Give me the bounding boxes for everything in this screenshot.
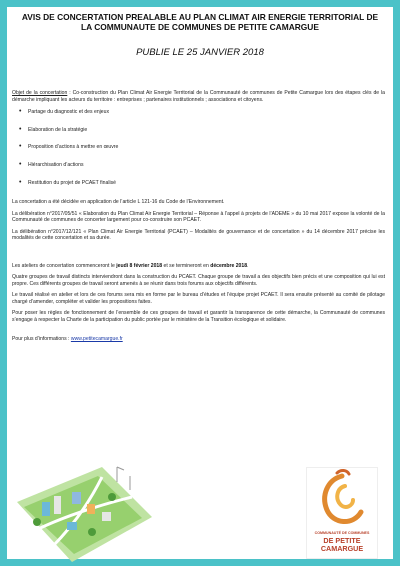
info-label: Pour plus d’informations : — [12, 336, 71, 343]
notice-body — [12, 90, 385, 343]
community-logo — [306, 467, 378, 559]
ateliers-text-b: et se termineront en — [162, 262, 211, 269]
logo-text-name — [307, 537, 377, 553]
deliberation-1-paragraph: La délibération n°2017/05/51 « Elaboration du Plan Climat Air Energie Territorial – Réponse à l’appel à projets de l’ADEME » du 10 mai 2017 expose la volonté de la Communauté de communes de concerter largement pour co-construire son PCAET. — [12, 210, 385, 224]
deliberation-2-paragraph: La délibération n°2017/12/121 « Plan Climat Air Energie Territorial (PCAET) – Modalités de gouvernance et de concertation » du 14 décembre 2017 précise les modalités de cette concertation et sa durée. — [12, 228, 385, 242]
logo-text-line1: COMMUNAUTÉ DE COMMUNES — [314, 531, 370, 535]
decision-paragraph: La concertation a été décidée en application de l’article L 121-16 du Code de l’Environnement. — [12, 199, 225, 206]
publication-date: PUBLIE LE 25 JANVIER 2018 — [136, 47, 264, 58]
list-item: • Proposition d’actions à mettre en œuvre — [28, 144, 385, 151]
website-link[interactable]: www.petitecamargue.fr — [70, 336, 123, 343]
list-item: • Restitution du projet de PCAET finalisé — [28, 180, 385, 187]
ateliers-start-date: jeudi 8 février 2018 — [116, 262, 163, 269]
city-illustration — [12, 462, 157, 566]
object-text: : Co-construction du Plan Climat Air Energie Territorial de la Communauté de communes de Petite Camargue lors des étapes clés de la démarche impliquant les acteurs du territoire : entreprises ; partenaires institutionnels ; associations et citoyens. — [12, 90, 385, 103]
object-label: Objet de la concertation — [12, 90, 68, 96]
ateliers-end-date: décembre 2018 — [210, 262, 248, 269]
ateliers-paragraph — [12, 263, 385, 270]
list-item: • Elaboration de la stratégie — [28, 127, 385, 134]
steps-list — [12, 109, 385, 186]
logo-emblem-icon — [307, 468, 377, 530]
ateliers-text-c: . — [247, 262, 249, 269]
logo-text-line2: DE PETITE — [323, 536, 361, 545]
logo-text-line3: CAMARGUE — [320, 544, 364, 553]
travail-paragraph: Le travail réalisé en atelier et lors de ces forums sera mis en forme par le bureau d’études et l’équipe projet PCAET. Il sera ensuite présenté au comité de pilotage chargé d’amender, compléter et valider les propositions faites. — [12, 292, 385, 305]
list-item: • Partage du diagnostic et des enjeux — [28, 109, 385, 116]
regles-paragraph: Pour poser les règles de fonctionnement de l’ensemble de ces groupes de travail et garantir la transparence de cette démarche, la Communauté de communes s’engage à respecter la Charte de la participation du public portée par le ministère de la Transition écologique et solidaire. — [12, 310, 385, 323]
object-paragraph — [12, 90, 385, 103]
list-item: • Hiérarchisation d’actions — [28, 162, 385, 169]
info-paragraph — [12, 336, 385, 343]
notice-title: AVIS DE CONCERTATION PREALABLE AU PLAN CLIMAT AIR ENERGIE TERRITORIAL DE LA COMMUNAUTE DE COMMUNES DE PETITE CAMARGUE — [21, 12, 379, 32]
groupes-paragraph: Quatre groupes de travail distincts interviendront dans la construction du PCAET. Chaque groupe de travail a des objectifs bien précis et une composition qui lui est propre. Ces différents groupes de travail seront amenés à se réunir dans trois forums aux objectifs différents. — [12, 274, 385, 287]
ateliers-text-a: Les ateliers de concertation commenceront le — [12, 262, 117, 269]
